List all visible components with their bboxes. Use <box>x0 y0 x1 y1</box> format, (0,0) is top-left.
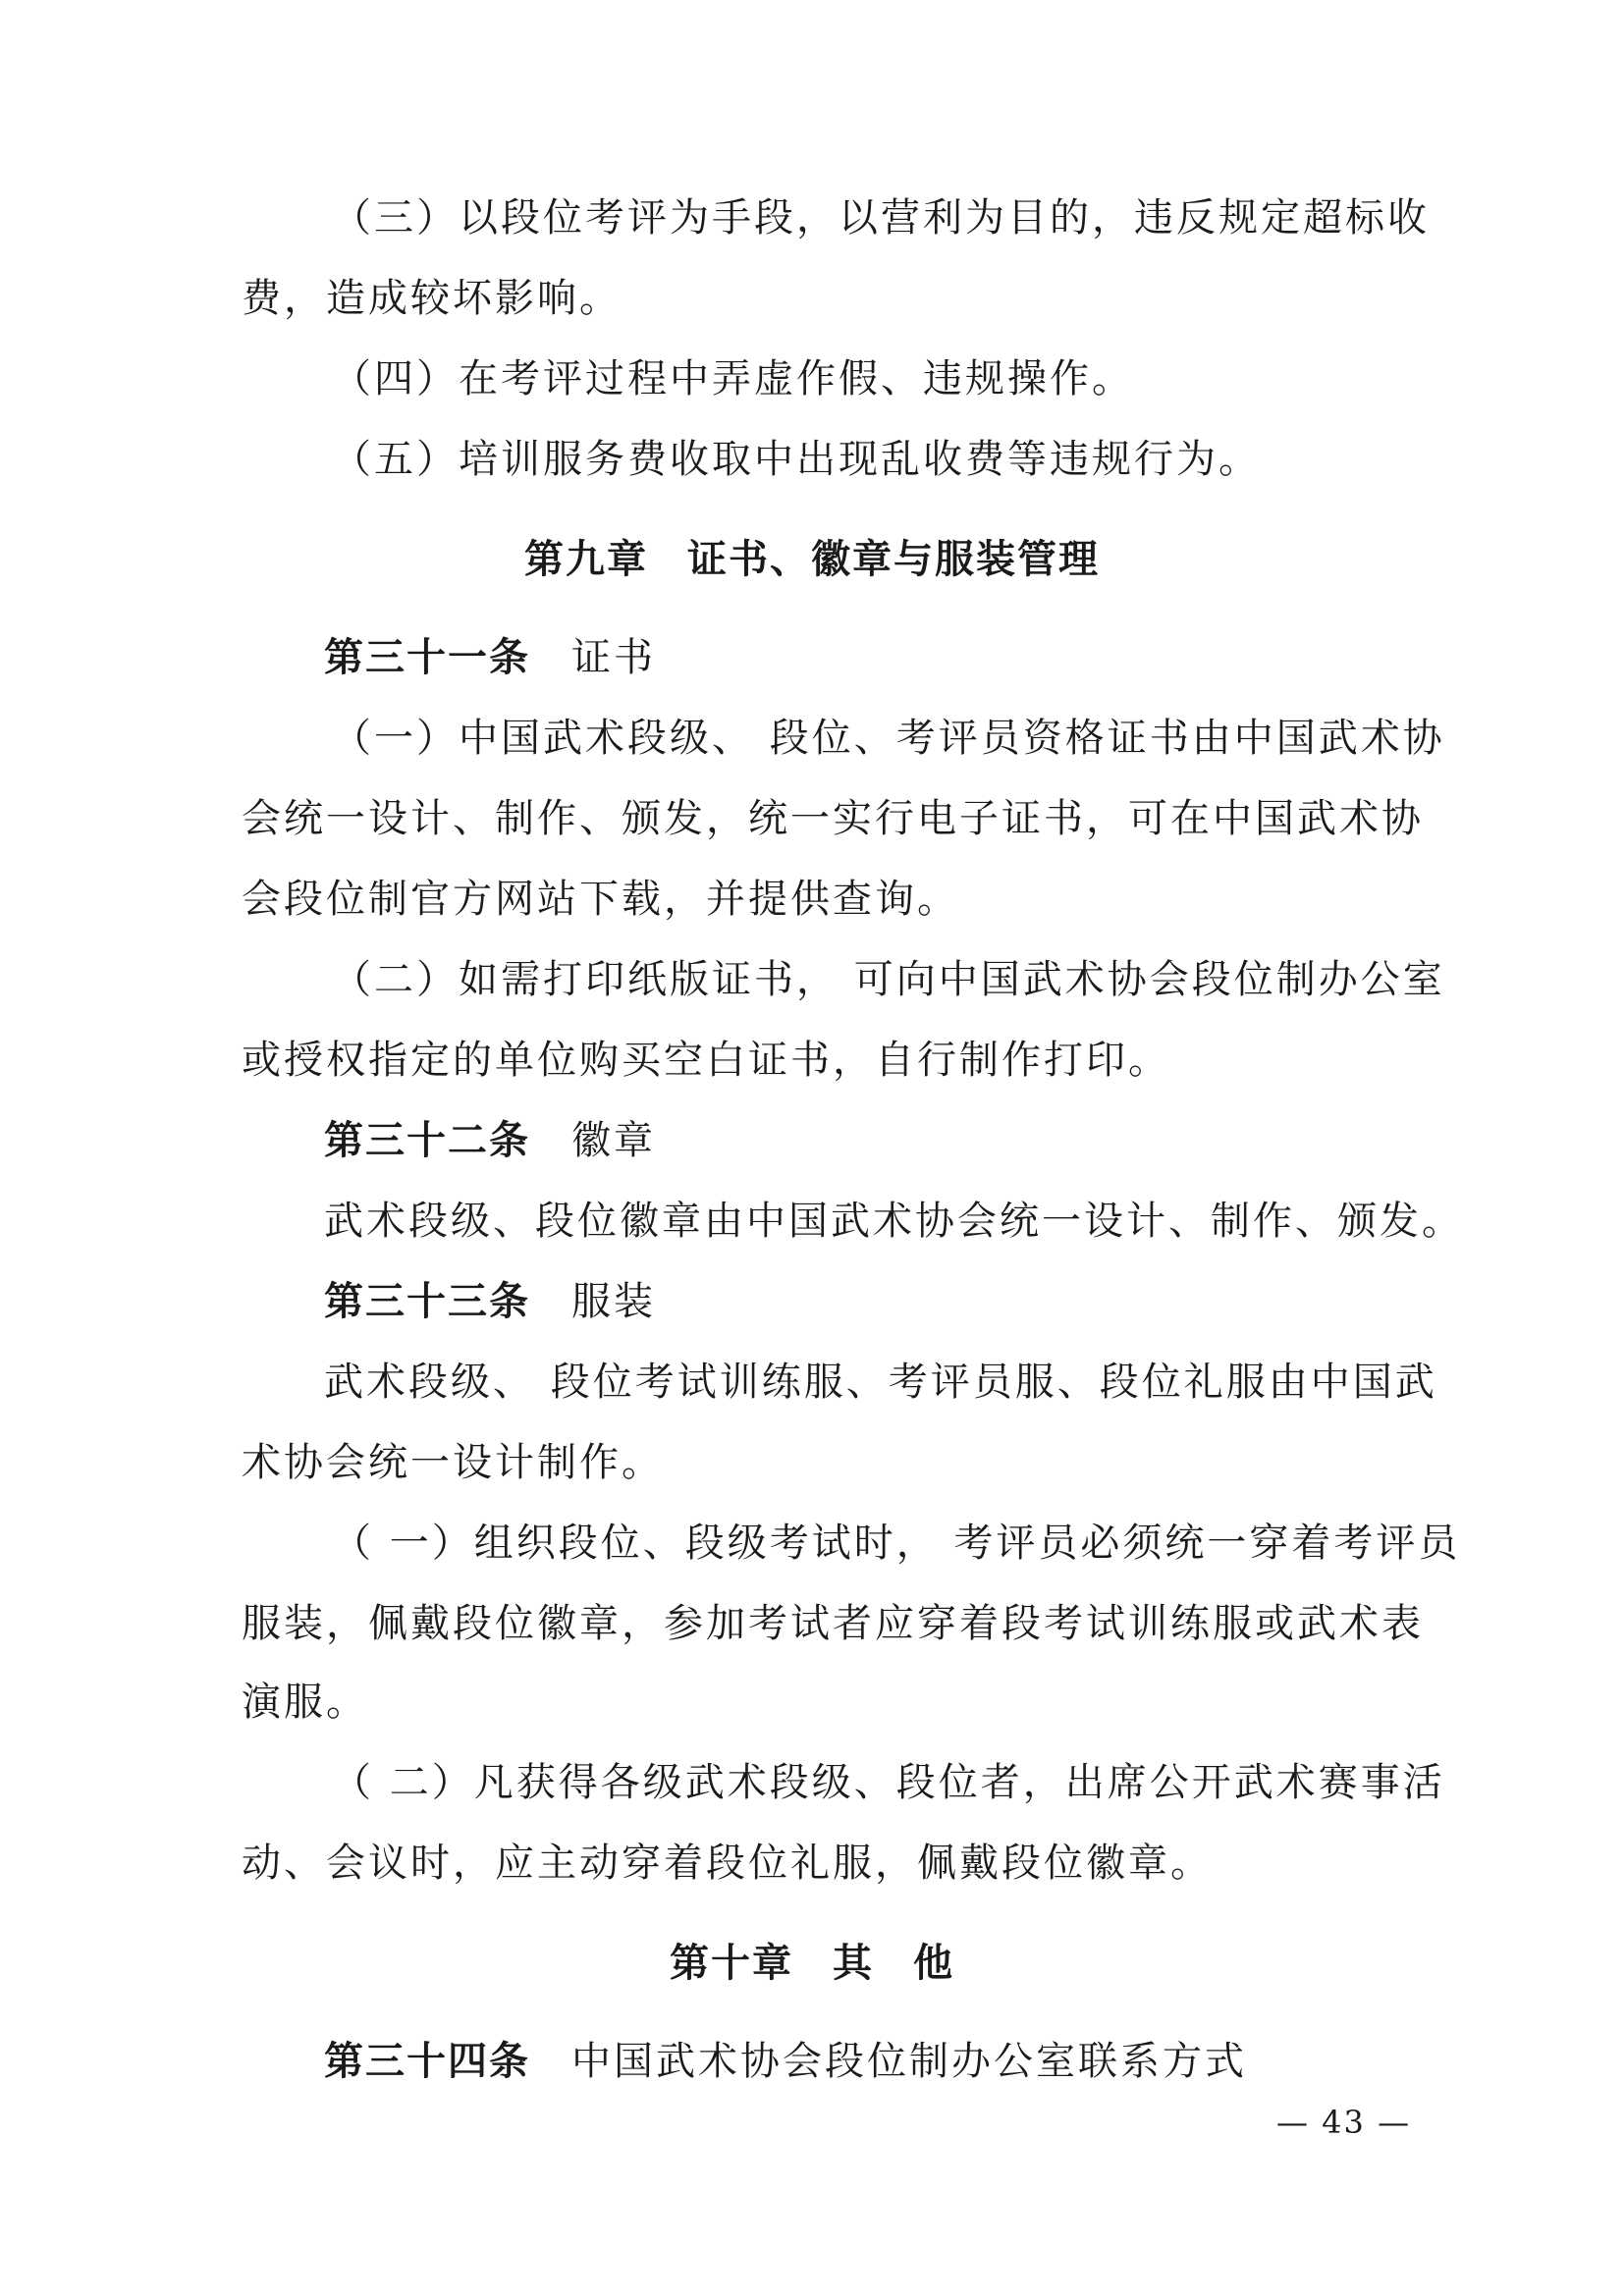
article-31-p2-line-2: 或授权指定的单位购买空白证书，自行制作打印。 <box>242 1038 1170 1083</box>
article-32-title: 徽章 <box>571 1118 656 1163</box>
article-32-number: 第三十二条 <box>324 1118 530 1163</box>
article-33-p2-line-2: 动、会议时，应主动穿着段位礼服，佩戴段位徽章。 <box>242 1841 1213 1886</box>
chapter-9-heading <box>0 532 1624 587</box>
article-33-p1-line-1: （ 一）组织段位、段级考试时， 考评员必须统一穿着考评员 <box>332 1521 1461 1566</box>
chapter-10-number: 第十章 <box>670 1941 793 1986</box>
article-33-number: 第三十三条 <box>324 1279 530 1324</box>
paragraph-3-line-2: 费，造成较坏影响。 <box>242 276 622 321</box>
article-33-p1-line-3: 演服。 <box>242 1680 368 1725</box>
chapter-9-title: 证书、徽章与服装管理 <box>687 537 1100 582</box>
article-31-p1-line-1: （一）中国武术段级、 段位、考评员资格证书由中国武术协 <box>332 716 1445 761</box>
chapter-10-heading <box>0 1936 1624 1991</box>
paragraph-3-line-1: （三）以段位考评为手段，以营利为目的，违反规定超标收 <box>332 195 1430 240</box>
chapter-9-number: 第九章 <box>524 537 648 582</box>
article-32-body: 武术段级、段位徽章由中国武术协会统一设计、制作、颁发。 <box>324 1199 1464 1244</box>
article-31-title: 证书 <box>571 635 656 680</box>
article-34-title: 中国武术协会段位制办公室联系方式 <box>571 2039 1247 2084</box>
article-31-p2-line-1: （二）如需打印纸版证书， 可向中国武术协会段位制办公室 <box>332 957 1445 1002</box>
paragraph-5: （五）培训服务费收取中出现乱收费等违规行为。 <box>332 437 1261 482</box>
article-31-heading <box>324 630 656 685</box>
article-31-number: 第三十一条 <box>324 635 530 680</box>
article-33-body-line-2: 术协会统一设计制作。 <box>242 1440 664 1485</box>
article-34-heading <box>324 2034 1247 2089</box>
chapter-10-title-b: 他 <box>913 1941 954 1986</box>
article-33-heading <box>324 1274 656 1329</box>
article-31-p1-line-3: 会段位制官方网站下载，并提供查询。 <box>242 877 959 922</box>
article-34-number: 第三十四条 <box>324 2039 530 2084</box>
paragraph-4: （四）在考评过程中弄虚作假、违规操作。 <box>332 356 1134 401</box>
article-32-heading <box>324 1113 656 1168</box>
page-number: — 43 — <box>1276 2104 1412 2141</box>
chapter-10-title-a: 其 <box>833 1941 874 1986</box>
article-33-body-line-1: 武术段级、 段位考试训练服、考评员服、段位礼服由中国武 <box>324 1360 1437 1405</box>
article-33-p1-line-2: 服装，佩戴段位徽章，参加考试者应穿着段考试训练服或武术表 <box>242 1601 1424 1646</box>
article-33-title: 服装 <box>571 1279 656 1324</box>
article-33-p2-line-1: （ 二）凡获得各级武术段级、段位者，出席公开武术赛事活 <box>332 1760 1445 1805</box>
article-31-p1-line-2: 会统一设计、制作、颁发，统一实行电子证书，可在中国武术协 <box>242 796 1424 841</box>
